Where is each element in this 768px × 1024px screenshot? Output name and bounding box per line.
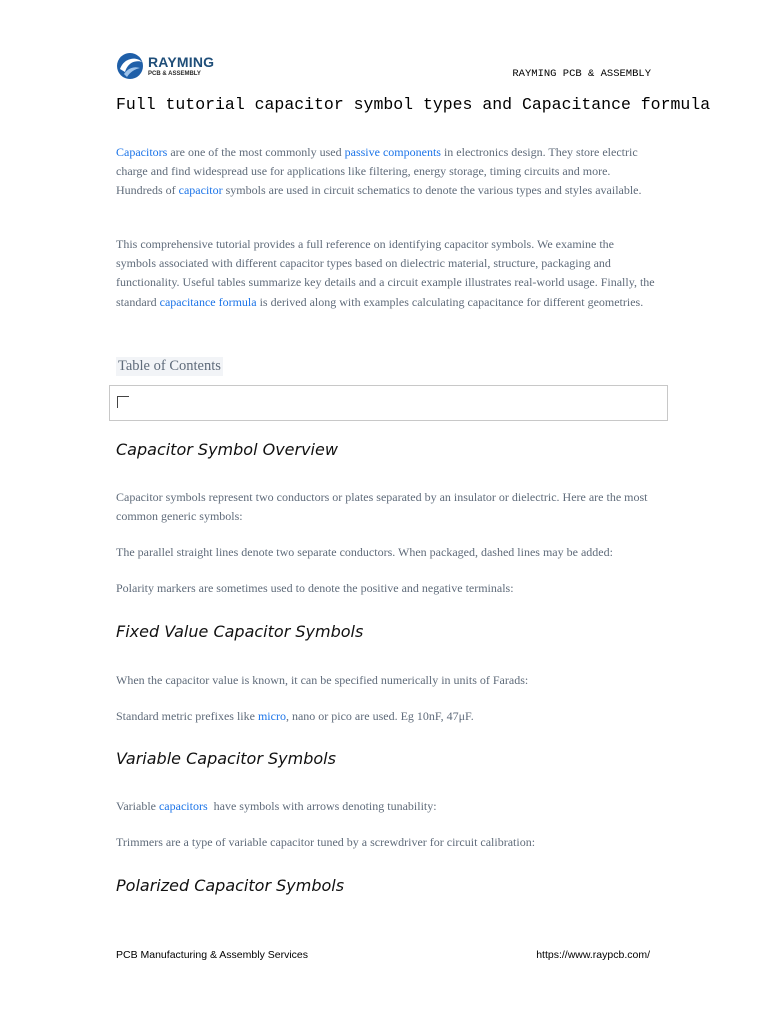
header-company-name: RAYMING PCB & ASSEMBLY — [512, 68, 651, 80]
intro-p1-text-1: are one of the most commonly used — [167, 145, 345, 159]
logo-name: RAYMING — [148, 54, 215, 70]
section-heading-variable: Variable Capacitor Symbols — [116, 749, 336, 768]
intro-p1-text-2: in electronics design. They store electric charge and find widespread use for applications like filtering, energy storage, timing circuits and more. Hundreds of — [116, 145, 638, 198]
page-title: Full tutorial capacitor symbol types and Capacitance formula — [116, 95, 711, 114]
variable-p1-text-2: have symbols with arrows denoting tunability: — [207, 799, 437, 813]
overview-paragraph-3: Polarity markers are sometimes used to denote the positive and negative terminals: — [116, 581, 514, 595]
fixed-p2-text-1: Standard metric prefixes like — [116, 709, 258, 723]
logo-subtitle: PCB & ASSEMBLY — [148, 71, 201, 77]
fixed-p2-text-2: , nano or pico are used. Eg 10nF, 47μF. — [285, 709, 474, 723]
capacitor-link[interactable]: capacitor — [178, 183, 223, 198]
fixed-paragraph-2 — [116, 707, 656, 726]
fixed-paragraph-1: When the capacitor value is known, it can be specified numerically in units of Farads: — [116, 673, 529, 687]
variable-paragraph-1 — [116, 797, 656, 816]
section-heading-polarized: Polarized Capacitor Symbols — [116, 876, 345, 895]
toc-title: Table of Contents — [118, 358, 221, 374]
passive-components-link[interactable]: passive components — [344, 145, 441, 159]
capacitors-variable-link[interactable]: capacitors — [158, 799, 208, 813]
intro-paragraph-2 — [116, 235, 656, 312]
footer-url[interactable]: https://www.raypcb.com/ — [536, 949, 650, 961]
overview-paragraph-2: The parallel straight lines denote two separate conductors. When packaged, dashed lines may be added: — [116, 545, 613, 559]
variable-paragraph-2: Trimmers are a type of variable capacitor tuned by a screwdriver for circuit calibration: — [116, 835, 536, 849]
overview-paragraph-1: Capacitor symbols represent two conductors or plates separated by an insulator or dielectric. Here are the most common generic symbols: — [116, 490, 648, 524]
section-heading-overview: Capacitor Symbol Overview — [116, 440, 338, 459]
intro-p2-text-1: This comprehensive tutorial provides a full reference on identifying capacitor symbols. We examine the symbols associated with different capacitor types based on dielectric material, structure, packaging and functionality. Useful tables summarize key details and a circuit example illustrates real-world usage. Finally, the standard — [116, 237, 655, 309]
toc-container — [109, 385, 668, 421]
capacitance-formula-link[interactable]: capacitance formula — [159, 294, 257, 309]
section-heading-fixed: Fixed Value Capacitor Symbols — [116, 622, 364, 641]
rayming-logo-icon — [116, 52, 144, 80]
intro-p2-text-2: is derived along with examples calculating capacitance for different geometries. — [256, 294, 644, 309]
rayming-logo — [116, 52, 214, 80]
micro-link[interactable]: micro — [257, 709, 286, 723]
footer-services-text: PCB Manufacturing & Assembly Services — [116, 949, 308, 961]
intro-p1-text-3: symbols are used in circuit schematics to denote the various types and styles available. — [222, 183, 642, 198]
checkbox-icon[interactable] — [117, 396, 129, 408]
variable-p1-text-1: Variable — [116, 799, 159, 813]
capacitors-link[interactable]: Capacitors — [116, 145, 168, 159]
intro-paragraph-1 — [116, 143, 656, 201]
logo-text — [148, 55, 214, 77]
